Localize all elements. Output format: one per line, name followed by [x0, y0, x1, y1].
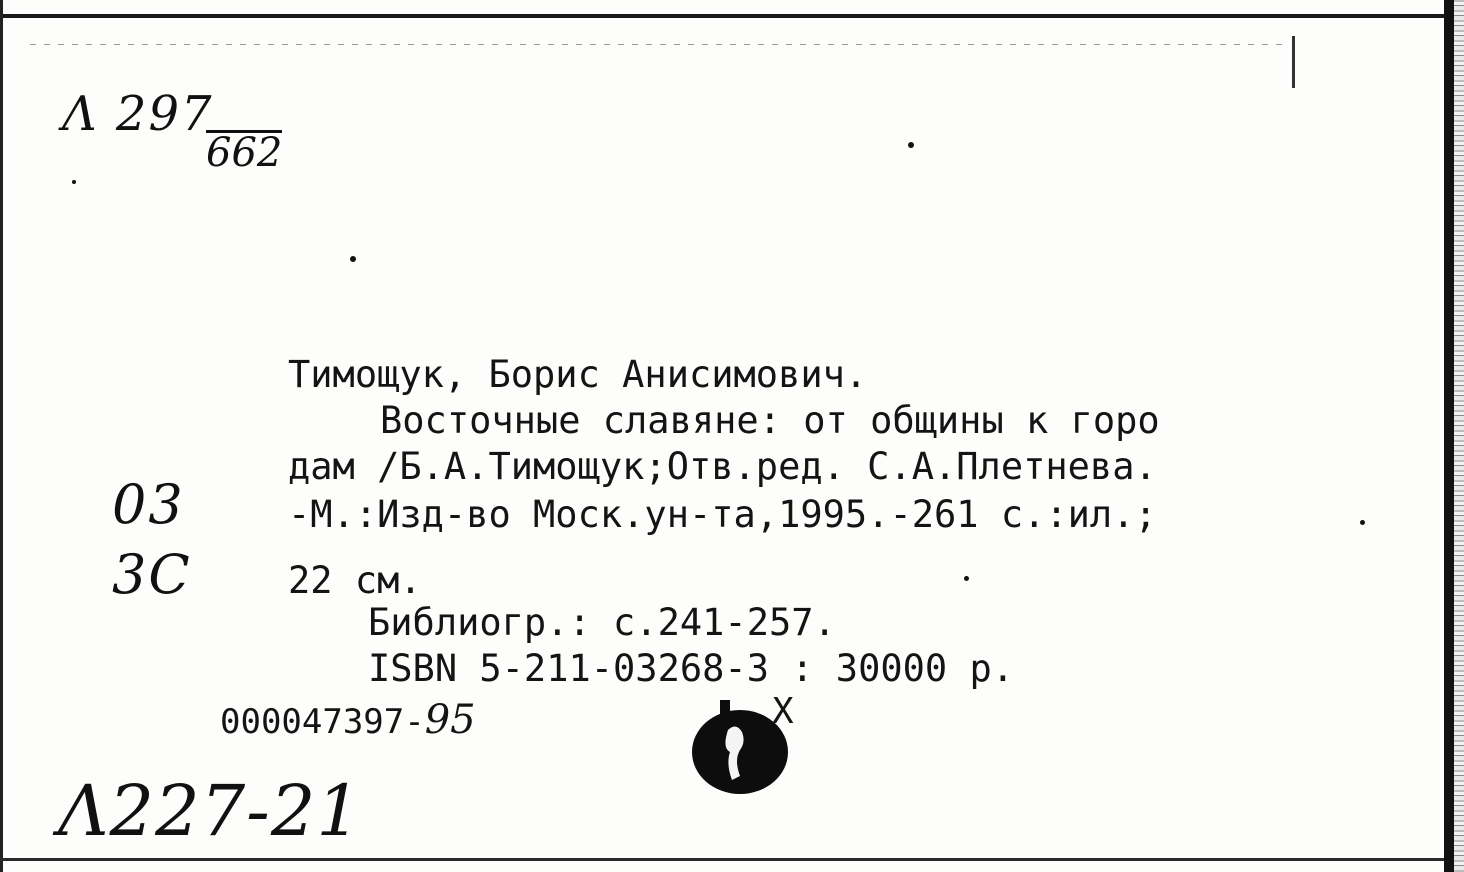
isbn-price-line: ISBN 5-211-03268-3 : 30000 р. [368, 647, 1015, 690]
class-code-2: 3C [112, 543, 192, 606]
margin-tick-mark [1292, 36, 1295, 88]
stamp-overprint-text: Х [772, 691, 794, 732]
title-line-2: дам /Б.А.Тимощук;Отв.ред. С.А.Плетнева. [288, 445, 1157, 488]
scan-speck [72, 180, 76, 184]
inventory-number [220, 697, 476, 743]
author-line: Тимощук, Борис Анисимович. [288, 353, 868, 396]
title-line-1: Восточные славяне: от общины к горо [380, 399, 1160, 442]
shelf-mark: Λ227-21 [58, 770, 362, 852]
scan-speck [964, 576, 969, 581]
faint-ruled-line [30, 44, 1290, 45]
scan-speck [350, 256, 356, 262]
dimensions-line: 22 см. [288, 559, 422, 602]
card-right-edge [1444, 0, 1454, 872]
card-left-edge [0, 0, 3, 872]
inventory-number-typed: 000047397- [220, 702, 425, 742]
scan-noise-strip [1454, 0, 1464, 872]
bibliography-note: Библиогр.: с.241-257. [368, 601, 836, 644]
imprint-line: -М.:Изд-во Моск.ун-та,1995.-261 с.:ил.; [288, 493, 1157, 536]
call-number-sub: 662 [206, 130, 283, 176]
class-code-1: 03 [112, 473, 185, 536]
scan-speck [1360, 520, 1365, 525]
card-bottom-edge [0, 858, 1444, 861]
card-top-edge [0, 14, 1464, 18]
call-number-main: Λ 297 [62, 86, 214, 142]
scan-speck [908, 142, 914, 148]
inventory-year-handwritten: 95 [424, 697, 476, 743]
